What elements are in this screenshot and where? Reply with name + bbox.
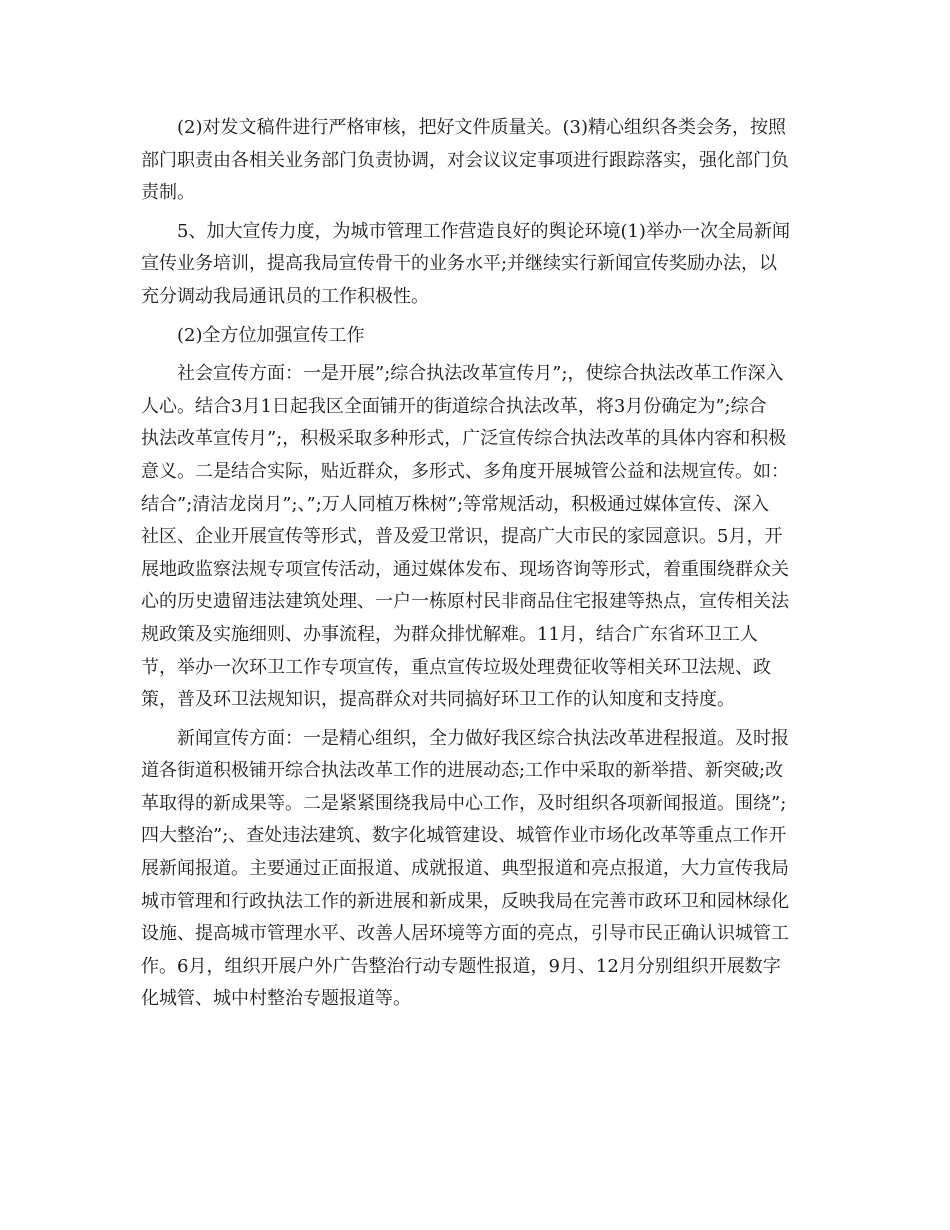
text-line: 意义。二是结合实际，贴近群众，多形式、多角度开展城管公益和法规宣传。如： [141,460,789,482]
text-line: 结合”;清洁龙岗月”;、”;万人同植万株树”;等常规活动，积极通过媒体宣传、深入 [141,493,770,515]
text-line: 部门职责由各相关业务部门负责协调，对会议议定事项进行跟踪落实，强化部门负 [141,149,789,171]
text-line: 新闻宣传方面：一是精心组织，全力做好我区综合执法改革进程报道。及时报 [177,727,789,749]
text-line: 革取得的新成果等。二是紧紧围绕我局中心工作，及时组织各项新闻报道。围绕”; [141,792,787,814]
paragraph-social-publicity [141,358,811,717]
text-line: 宣传业务培训，提高我局宣传骨干的业务水平;并继续实行新闻宣传奖励办法，以 [141,253,778,275]
text-line: 设施、提高城市管理水平、改善人居环境等方面的亮点，引导市民正确认识城管工 [141,923,789,945]
text-line: (2)全方位加强宣传工作 [177,324,365,346]
text-line: 展新闻报道。主要通过正面报道、成就报道、典型报道和亮点报道，大力宣传我局 [141,858,789,880]
paragraph-section-heading [141,320,811,353]
text-line: 策，普及环卫法规知识，提高群众对共同搞好环卫工作的认知度和支持度。 [141,689,735,711]
text-line: 化城管、城中村整治专题报道等。 [141,988,411,1010]
text-line: 人心。结合3月1日起我区全面铺开的街道综合执法改革，将3月份确定为”;综合 [141,395,767,417]
paragraph-publicity-effort [141,216,811,314]
text-line: 四大整治”;、查处违法建筑、数字化城管建设、城管作业市场化改革等重点工作开 [141,825,787,847]
text-line: 作。6月，组织开展户外广告整治行动专题性报道，9月、12月分别组织开展数字 [141,955,781,977]
text-line: 社会宣传方面：一是开展”;综合执法改革宣传月”;，使综合执法改革工作深入 [177,363,784,385]
text-line: 展地政监察法规专项宣传活动，通过媒体发布、现场咨询等形式，着重围绕群众关 [141,558,789,580]
document-body [141,112,811,1022]
text-line: 充分调动我局通讯员的工作积极性。 [141,285,429,307]
text-line: 执法改革宣传月”;，积极采取多种形式，广泛宣传综合执法改革的具体内容和积极 [141,428,787,450]
text-line: 节，举办一次环卫工作专项宣传，重点宣传垃圾处理费征收等相关环卫法规、政 [141,656,771,678]
text-line: 责制。 [141,182,195,204]
text-line: 规政策及实施细则、办事流程，为群众排忧解难。11月，结合广东省环卫工人 [141,623,758,645]
text-line: 5、加大宣传力度，为城市管理工作营造良好的舆论环境(1)举办一次全局新闻 [177,220,790,242]
text-line: (2)对发文稿件进行严格审核，把好文件质量关。(3)精心组织各类会务，按照 [177,117,786,138]
paragraph-doc-review [141,112,811,210]
text-line: 城市管理和行政执法工作的新进展和新成果，反映我局在完善市政环卫和园林绿化 [141,890,789,912]
text-line: 道各街道积极铺开综合执法改革工作的进展动态;工作中采取的新举措、新突破;改 [141,760,784,782]
text-line: 心的历史遗留违法建筑处理、一户一栋原村民非商品住宅报建等热点，宣传相关法 [141,591,789,613]
text-line: 社区、企业开展宣传等形式，普及爱卫常识，提高广大市民的家园意识。5月，开 [141,526,783,548]
paragraph-news-publicity [141,723,811,1016]
